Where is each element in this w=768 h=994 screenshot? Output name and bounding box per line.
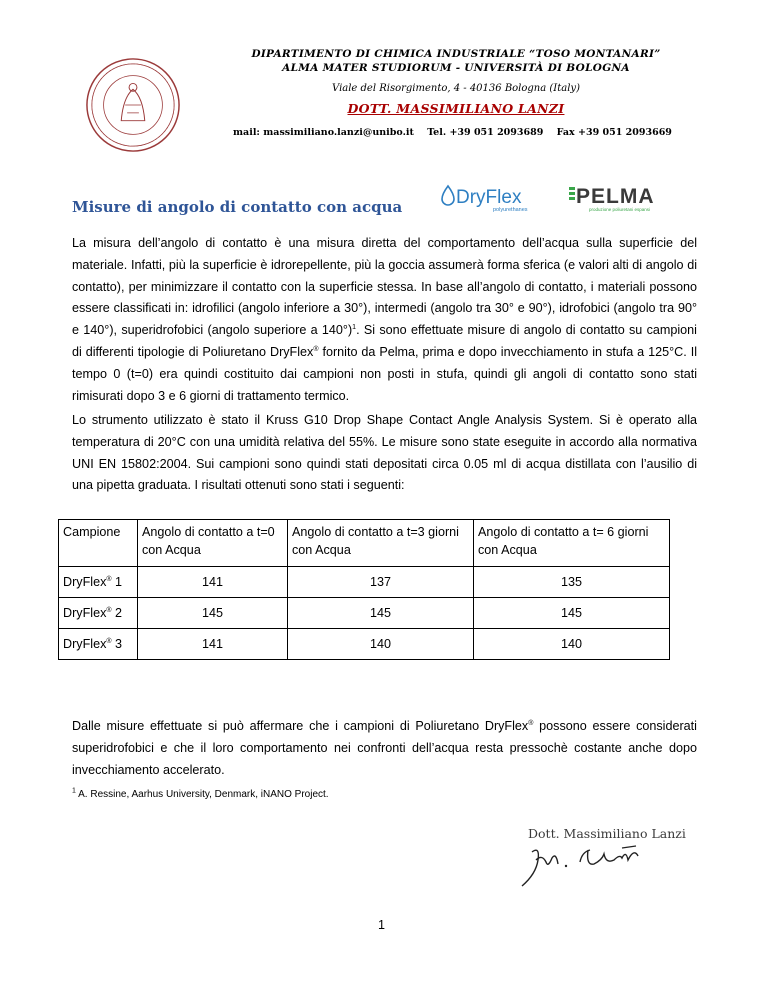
value-t6: 145 — [474, 598, 670, 629]
header-address: Viale del Risorgimento, 4 - 40136 Bologna (Italy) — [332, 83, 580, 94]
value-t0: 141 — [138, 567, 288, 598]
paragraph-conclusion: Dalle misure effettuate si può affermare che i campioni di Poliuretano DryFlex® possono essere considerati superidrofobici e che il loro comportamento nei confronti dell’acqua resta pressochè costante anche dopo invecchiamento accelerato. — [72, 719, 697, 777]
registered-mark: ® — [313, 345, 319, 353]
table-row — [59, 567, 670, 598]
pelma-logo-text: PELMA — [576, 185, 655, 208]
table-row — [59, 629, 670, 660]
header-university: ALMA MATER STUDIORUM - UNIVERSITÀ DI BOLOGNA — [282, 62, 630, 74]
footnote-ref: 1 — [352, 324, 357, 331]
header-department: DIPARTIMENTO DI CHIMICA INDUSTRIALE “TOSO MONTANARI” — [251, 48, 661, 60]
table-header-cell: Campione — [59, 520, 138, 567]
pelma-logo-sub: produzione poliuretani espansi — [589, 207, 651, 212]
value-t3: 140 — [288, 629, 474, 660]
value-t0: 145 — [138, 598, 288, 629]
sample-name: DryFlex® 2 — [59, 598, 138, 629]
header-contacts — [233, 127, 682, 138]
document-title: Misure di angolo di contatto con acqua — [72, 198, 403, 216]
value-t6: 140 — [474, 629, 670, 660]
table-header-cell: Angolo di contatto a t=0 con Acqua — [138, 520, 288, 567]
table-row — [59, 598, 670, 629]
footnote: $^1$ A. Ressine, Aarhus University, Denmark, iNANO Project. — [72, 787, 329, 800]
header-email: mail: massimiliano.lanzi@unibo.it — [233, 127, 414, 138]
pelma-logo — [569, 184, 691, 212]
signature-name: Dott. Massimiliano Lanzi — [528, 826, 686, 841]
header-tel: Tel. +39 051 2093689 — [427, 127, 544, 138]
header-person: DOTT. MASSIMILIANO LANZI — [347, 101, 565, 116]
dryflex-logo-sub: polyurethanes — [493, 207, 528, 212]
registered-mark: ® — [528, 719, 534, 727]
results-table — [58, 519, 670, 660]
table-header-cell: Angolo di contatto a t=3 giorni con Acqua — [288, 520, 474, 567]
dryflex-logo — [441, 182, 537, 212]
university-seal-icon — [84, 56, 182, 154]
paragraph-method: Lo strumento utilizzato è stato il Kruss G10 Drop Shape Contact Angle Analysis System. Si è operato alla temperatura di 20°C con una umidità relativa del 55%. Le misure sono state eseguite in accordo alla normativa UNI EN 15802:2004. Sui campioni sono quindi stati depositati circa 0.05 ml di acqua distillata con l’ausilio di una pipetta graduata. I risultati ottenuti sono stati i seguenti: — [72, 413, 697, 493]
header-fax: Fax +39 051 2093669 — [556, 127, 672, 138]
handwritten-signature — [510, 840, 660, 890]
page-number: 1 — [378, 918, 386, 932]
sample-name: DryFlex® 3 — [59, 629, 138, 660]
value-t3: 137 — [288, 567, 474, 598]
value-t0: 141 — [138, 629, 288, 660]
table-header-cell: Angolo di contatto a t= 6 giorni con Acqua — [474, 520, 670, 567]
paragraph-intro: La misura dell’angolo di contatto è una misura diretta del comportamento dell’acqua sulla superficie del materiale. Infatti, più la superficie è idrorepellente, più la goccia assumerà forma sferica (e valori alti di angolo di contatto), per minimizzare il contatto con la superficie stessa. In base all’angolo di contatto, i materiali possono essere classificati in: idrofilici (angolo inferiore a 30°), intermedi (angolo tra 30° e 90°), idrofobici (angolo tra 90° e 140°), superidrofobici (angolo superiore a 140°)$^1$. Si sono effettuate misure di angolo di contatto su campioni di differenti tipologie di Poliuretano DryFlex® fornito da Pelma, prima e dopo invecchiamento in stufa a 125°C. Il tempo 0 (t=0) era quindi costituito dai campioni non posti in stufa, quindi gli angoli di contatto sono stati rimisurati dopo 3 e 6 giorni di trattamento termico. — [72, 236, 697, 403]
table-header-row — [59, 520, 670, 567]
dryflex-logo-text: DryFlex — [456, 187, 522, 208]
value-t6: 135 — [474, 567, 670, 598]
value-t3: 145 — [288, 598, 474, 629]
sample-name: DryFlex® 1 — [59, 567, 138, 598]
